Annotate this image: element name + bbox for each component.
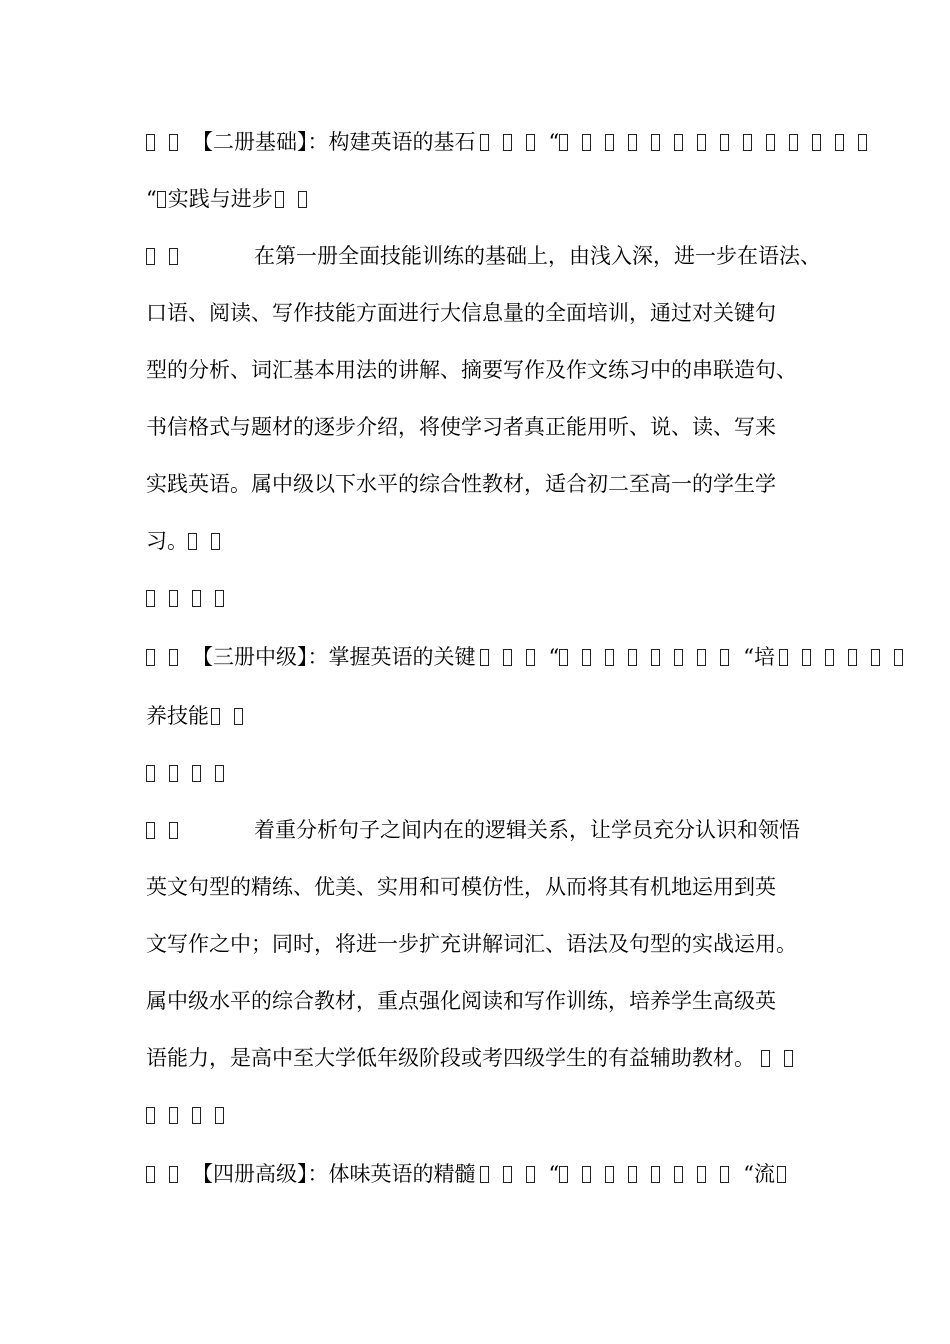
paragraph-line [146,987,776,1015]
paragraph-line [146,527,234,555]
missing-glyph-icon [146,1107,155,1124]
missing-glyph-icon [720,134,729,151]
missing-glyph-icon [526,1166,535,1183]
paragraph-line [146,242,821,270]
missing-glyph-icon [720,1166,729,1183]
missing-glyph-icon [215,1107,224,1124]
missing-glyph-icon [146,248,155,265]
missing-glyph-icon [651,649,660,666]
missing-glyph-icon [146,134,155,151]
missing-glyph-icon [761,1050,770,1067]
missing-glyph-icon [503,649,512,666]
missing-glyph-icon [146,1166,155,1183]
paragraph-line [146,1044,807,1072]
missing-glyph-icon [146,649,155,666]
heading-text: 【二册基础】：构建英语的基石 [192,130,476,154]
placeholder-line [146,1101,238,1129]
missing-glyph-icon [777,1166,786,1183]
paragraph-text: 型的分析、词汇基本用法的讲解、摘要写作及作文练习中的串联造句、 [146,358,797,382]
missing-glyph-icon [812,134,821,151]
missing-glyph-icon [825,649,834,666]
missing-glyph-icon [211,533,220,550]
heading-text: 【四册高级】：体味英语的精髓 [192,1162,476,1186]
missing-glyph-icon [169,822,178,839]
missing-glyph-icon [275,191,284,208]
missing-glyph-icon [215,765,224,782]
missing-glyph-icon [697,1166,706,1183]
quote-fragment: “流 [743,1162,775,1186]
missing-glyph-icon [858,134,867,151]
missing-glyph-icon [192,1107,201,1124]
paragraph-line [146,470,776,498]
missing-glyph-icon [802,649,811,666]
missing-glyph-icon [188,533,197,550]
missing-glyph-icon [157,191,166,208]
section-heading-book2 [146,128,881,156]
missing-glyph-icon [169,1166,178,1183]
missing-glyph-icon [720,649,729,666]
missing-glyph-icon [215,590,224,607]
missing-glyph-icon [169,649,178,666]
paragraph-text: 习。 [146,529,188,553]
paragraph-text: 书信格式与题材的逐步介绍，将使学习者真正能用听、说、读、写来 [146,415,776,439]
missing-glyph-icon [848,649,857,666]
section-heading-book4 [146,1160,800,1188]
placeholder-line [146,759,238,787]
missing-glyph-icon [234,708,243,725]
missing-glyph-icon [605,134,614,151]
missing-glyph-icon [766,134,775,151]
missing-glyph-icon [146,590,155,607]
missing-glyph-icon [559,649,568,666]
paragraph-line [146,873,776,901]
missing-glyph-icon [779,649,788,666]
missing-glyph-icon [298,191,307,208]
missing-glyph-icon [894,649,903,666]
subtitle-text: 养技能 [146,704,209,728]
missing-glyph-icon [605,649,614,666]
missing-glyph-icon [651,1166,660,1183]
paragraph-text: 在第一册全面技能训练的基础上，由浅入深，进一步在语法、 [254,244,821,268]
subtitle-text: 实践与进步 [167,187,273,211]
missing-glyph-icon [582,134,591,151]
missing-glyph-icon [784,1050,793,1067]
missing-glyph-icon [480,649,489,666]
section-subtitle-book3 [146,702,257,730]
missing-glyph-icon [674,649,683,666]
missing-glyph-icon [835,134,844,151]
paragraph-text: 实践英语。属中级以下水平的综合性教材，适合初二至高一的学生学 [146,472,776,496]
missing-glyph-icon [192,765,201,782]
missing-glyph-icon [674,134,683,151]
missing-glyph-icon [526,134,535,151]
missing-glyph-icon [169,590,178,607]
section-heading-book3 [146,643,917,671]
missing-glyph-icon [628,649,637,666]
paragraph-line [146,299,776,327]
missing-glyph-icon [480,134,489,151]
missing-glyph-icon [169,134,178,151]
missing-glyph-icon [169,1107,178,1124]
paragraph-line [146,413,776,441]
missing-glyph-icon [582,1166,591,1183]
missing-glyph-icon [192,590,201,607]
quote-mark: “ [548,1162,560,1186]
missing-glyph-icon [559,134,568,151]
paragraph-text: 文写作之中；同时，将进一步扩充讲解词汇、语法及句型的实战运用。 [146,932,797,956]
missing-glyph-icon [871,649,880,666]
missing-glyph-icon [789,134,798,151]
paragraph-text: 语能力，是高中至大学低年级阶段或考四级学生的有益辅助教材。 [146,1046,755,1070]
missing-glyph-icon [697,649,706,666]
missing-glyph-icon [743,134,752,151]
paragraph-text: 英文句型的精练、优美、实用和可模仿性，从而将其有机地运用到英 [146,875,776,899]
missing-glyph-icon [211,708,220,725]
paragraph-text: 口语、阅读、写作技能方面进行大信息量的全面培训，通过对关键句 [146,301,776,325]
missing-glyph-icon [628,1166,637,1183]
paragraph-text: 着重分析句子之间内在的逻辑关系，让学员充分认识和领悟 [254,818,800,842]
missing-glyph-icon [503,134,512,151]
missing-glyph-icon [526,649,535,666]
missing-glyph-icon [605,1166,614,1183]
missing-glyph-icon [628,134,637,151]
missing-glyph-icon [146,765,155,782]
paragraph-line [146,356,797,384]
paragraph-text: 属中级水平的综合教材，重点强化阅读和写作训练，培养学生高级英 [146,989,776,1013]
missing-glyph-icon [559,1166,568,1183]
missing-glyph-icon [480,1166,489,1183]
quote-mark: “ [548,645,560,669]
paragraph-line [146,816,800,844]
section-subtitle-book2 [146,185,321,213]
missing-glyph-icon [146,822,155,839]
placeholder-line [146,584,238,612]
missing-glyph-icon [582,649,591,666]
heading-text: 【三册中级】：掌握英语的关键 [192,645,476,669]
missing-glyph-icon [697,134,706,151]
quote-mark: “ [548,130,560,154]
missing-glyph-icon [651,134,660,151]
paragraph-line [146,930,797,958]
missing-glyph-icon [169,765,178,782]
missing-glyph-icon [503,1166,512,1183]
quote-fragment: “培 [743,645,775,669]
missing-glyph-icon [169,248,178,265]
quote-mark: “ [146,187,157,211]
missing-glyph-icon [674,1166,683,1183]
